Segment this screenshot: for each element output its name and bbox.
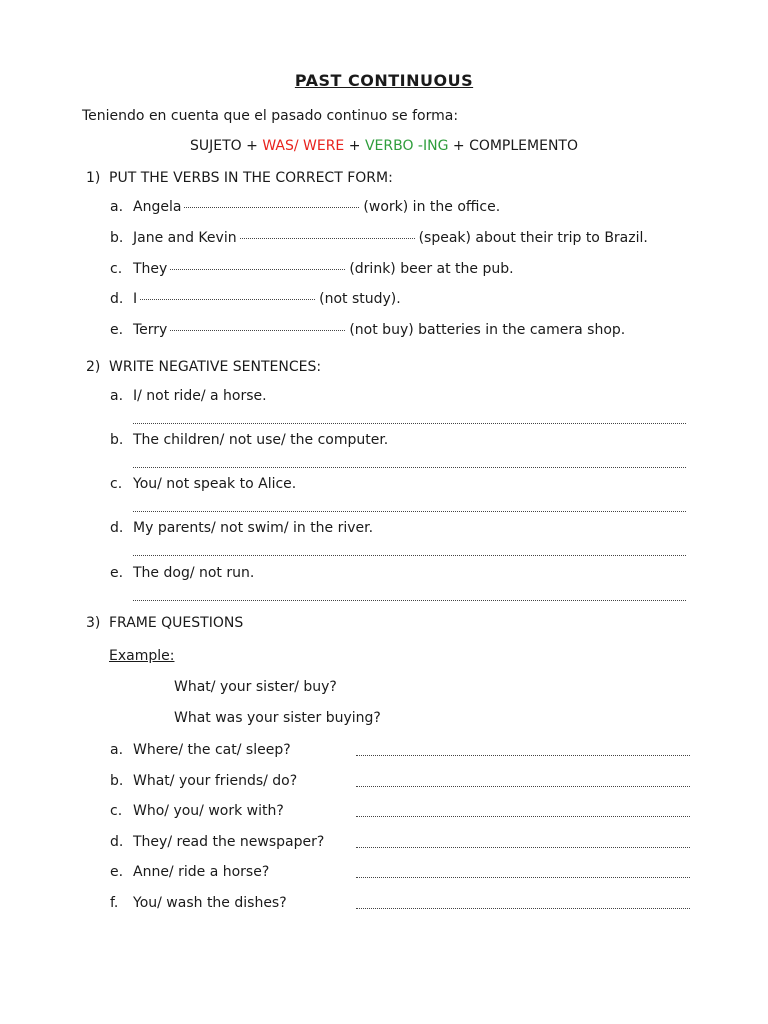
formula-plus: +: [246, 138, 258, 154]
s1-item-d: [133, 290, 401, 308]
section3-number: 3): [86, 615, 101, 631]
s2-item-letter: b.: [110, 432, 124, 448]
example-answer: What was your sister buying?: [174, 710, 381, 726]
s2-item-letter: e.: [110, 565, 124, 581]
s1-item-after: (work) in the office.: [363, 199, 501, 215]
s2-item-text: The dog/ not run.: [133, 565, 255, 581]
section3-heading: FRAME QUESTIONS: [109, 615, 244, 631]
answer-line[interactable]: [356, 847, 690, 848]
s2-item-text: I/ not ride/ a horse.: [133, 388, 267, 404]
answer-line[interactable]: [356, 816, 690, 817]
s3-item-text: Who/ you/ work with?: [133, 803, 284, 819]
s1-item-before: They: [133, 261, 168, 277]
answer-line[interactable]: [133, 423, 686, 424]
section1-heading: PUT THE VERBS IN THE CORRECT FORM:: [109, 170, 393, 186]
answer-blank[interactable]: [140, 299, 315, 300]
formula-verbo-ing: VERBO -ING: [364, 138, 449, 154]
s2-item-letter: c.: [110, 476, 123, 492]
s3-item-letter: e.: [110, 864, 124, 880]
answer-line[interactable]: [133, 600, 686, 601]
s1-item-before: Angela: [133, 199, 182, 215]
section1-number: 1): [86, 170, 101, 186]
s1-item-c: [133, 260, 514, 278]
s2-item-text: The children/ not use/ the computer.: [133, 432, 389, 448]
page-title: PAST CONTINUOUS: [294, 71, 474, 90]
s3-item-letter: b.: [110, 773, 124, 789]
s1-item-a: [133, 198, 500, 216]
answer-blank[interactable]: [184, 207, 359, 208]
s1-item-after: (drink) beer at the pub.: [349, 261, 514, 277]
formula-line: [0, 137, 768, 155]
s1-item-before: Jane and Kevin: [133, 230, 237, 246]
s1-item-letter: c.: [110, 261, 123, 277]
s2-item-letter: d.: [110, 520, 124, 536]
answer-line[interactable]: [356, 755, 690, 756]
s2-item-letter: a.: [110, 388, 124, 404]
s3-item-letter: a.: [110, 742, 124, 758]
s1-item-letter: b.: [110, 230, 124, 246]
example-prompt: What/ your sister/ buy?: [174, 679, 337, 695]
s1-item-letter: d.: [110, 291, 124, 307]
answer-line[interactable]: [133, 555, 686, 556]
formula-plus: +: [452, 138, 465, 154]
s3-item-text: Anne/ ride a horse?: [133, 864, 270, 880]
section2-heading: WRITE NEGATIVE SENTENCES:: [109, 359, 322, 375]
s1-item-letter: e.: [110, 322, 124, 338]
s1-item-after: (speak) about their trip to Brazil.: [418, 230, 648, 246]
section2-number: 2): [86, 359, 101, 375]
answer-blank[interactable]: [170, 269, 345, 270]
s1-item-after: (not study).: [319, 291, 401, 307]
answer-line[interactable]: [356, 908, 690, 909]
formula-was-were: WAS/ WERE: [262, 138, 345, 154]
s2-item-text: My parents/ not swim/ in the river.: [133, 520, 374, 536]
s3-item-text: What/ your friends/ do?: [133, 773, 298, 789]
s1-item-before: I: [133, 291, 138, 307]
s1-item-b: [133, 229, 648, 247]
s3-item-letter: f.: [110, 895, 119, 911]
s1-item-before: Terry: [133, 322, 168, 338]
answer-line[interactable]: [133, 467, 686, 468]
answer-line[interactable]: [356, 877, 690, 878]
s3-item-text: They/ read the newspaper?: [133, 834, 325, 850]
formula-sujeto: SUJETO: [189, 138, 242, 154]
intro-text: Teniendo en cuenta que el pasado continuo se forma:: [82, 108, 459, 124]
answer-blank[interactable]: [240, 238, 415, 239]
answer-line[interactable]: [133, 511, 686, 512]
s3-item-letter: c.: [110, 803, 123, 819]
s3-item-text: You/ wash the dishes?: [133, 895, 287, 911]
s2-item-text: You/ not speak to Alice.: [133, 476, 297, 492]
answer-line[interactable]: [356, 786, 690, 787]
s3-item-letter: d.: [110, 834, 124, 850]
formula-plus: +: [348, 138, 361, 154]
example-label: Example:: [109, 648, 175, 664]
s3-item-text: Where/ the cat/ sleep?: [133, 742, 291, 758]
s1-item-letter: a.: [110, 199, 124, 215]
s1-item-e: [133, 321, 625, 339]
answer-blank[interactable]: [170, 330, 345, 331]
formula-complemento: COMPLEMENTO: [469, 138, 578, 154]
s1-item-after: (not buy) batteries in the camera shop.: [349, 322, 626, 338]
